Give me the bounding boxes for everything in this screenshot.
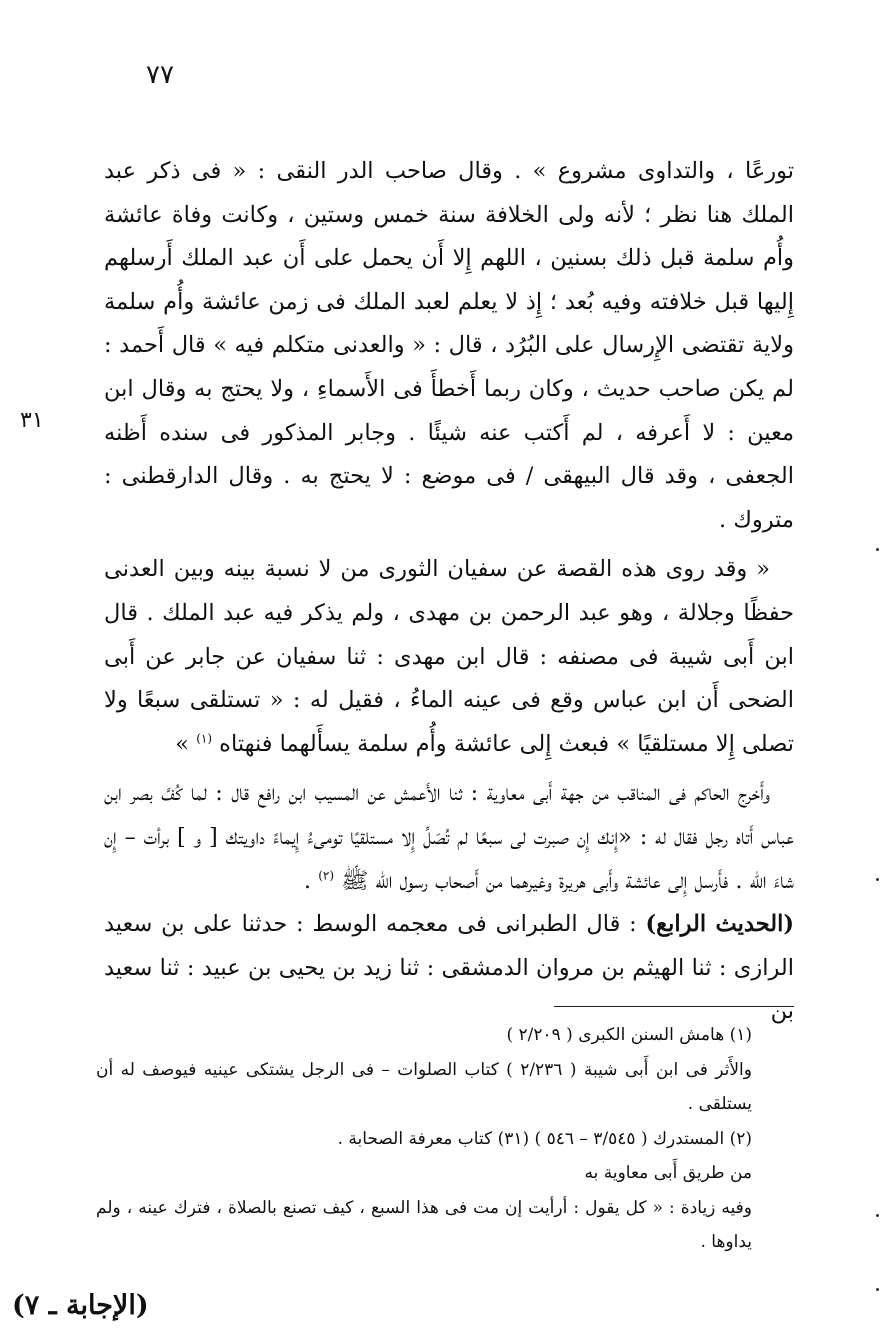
footnotes xyxy=(96,1018,752,1260)
period: . xyxy=(303,867,312,894)
section-heading: (الحديث الرابع) xyxy=(645,911,794,938)
margin-dot xyxy=(876,1288,879,1291)
footnote-ref: (٢) xyxy=(318,868,335,882)
footnote: (١) هامش السنن الكبرى ( ٢/٢٠٩ ) xyxy=(506,1025,752,1045)
paragraph-text: قال الطبرانى فى معجمه الوسط : حدثنا على بن سعيد الرازى : ثنا الهيثم بن مروان الدمشقى : ثنا زيد بن يحيى بن عبيد : ثنا سعيد بن xyxy=(104,911,794,1025)
margin-dot xyxy=(876,1214,879,1217)
margin-page-marker: ٣١ xyxy=(20,408,44,433)
footnote-ref: (١) xyxy=(196,731,213,746)
paragraph: تورعًا ، والتداوى مشروع » . وقال صاحب الدر النقى : « فى ذكر عبد الملك هنا نظر ؛ لأنه ولى الخلافة سنة خمس وستين ، وكانت وفاة عائشة وأُم سلمة قبل ذلك بسنين ، اللهم إِلا أَن يحمل على أَن عبد الملك أَرسلهم إِليها قبل خلافته وفيه بُعد ؛ إِذ لا يعلم لعبد الملك فى زمن عائشة وأُم سلمة ولاية تقتضى الإِرسال على البُرُد ، قال : « والعدنى متكلم فيه » قال أَحمد : لم يكن صاحب حديث ، وكان ربما أَخطأَ فى الأَسماءِ ، ولا يحتج به وقال ابن معين : لا أَعرفه ، لم أَكتب عنه شيئًا . وجابر المذكور فى سنده أَظنه الجعفى ، وقد قال البيهقى / فى موضع : لا يحتج به . وقال الدارقطنى : متروك . xyxy=(104,158,794,533)
footnote: وفيه زيادة : « كل يقول : أرأيت إن مت فى هذا السبع ، كيف تصنع بالصلاة ، فترك عينه ، ولم يداوها . xyxy=(96,1197,752,1252)
signature-mark: (الإجابة ـ ٧) xyxy=(12,1290,149,1321)
page-number: ٧٧ xyxy=(146,60,174,90)
margin-dot xyxy=(876,548,879,551)
footnote-divider xyxy=(554,1006,794,1007)
footnote: والأَثر فى ابن أَبى شيبة ( ٢/٢٣٦ ) كتاب الصلوات – فى الرجل يشتكى عينيه فيوصف له أن يستلقى . xyxy=(96,1059,752,1114)
paragraph xyxy=(104,548,794,766)
separator: : xyxy=(620,911,646,938)
closing-quote: » xyxy=(175,730,190,757)
paragraph-text: وأَخرج الحاكم فى المناقب من جهة أَبى معاوية : ثنا الأَعمش عن المسيب ابن رافع قال : لما كُفَّ بصر ابن عباس أَتاه رجل فقال له : «إِنك إِن صبرت لى سبعًا لم تُصَلِّ إِلا مستلقيًا تومىءُ إِيماءً داويتك [ و ] برأت – إِن شاءَ الله . فأَرسل إِلى عائشة وأَبى هريرة وغيرهما من أَصحاب رسول الله ﷺ xyxy=(104,780,794,894)
footnote: من طريق أَبى معاوية به xyxy=(584,1163,752,1183)
margin-dot xyxy=(876,878,879,881)
footnote: (٢) المستدرك ( ٣/٥٤٥ – ٥٤٦ ) (٣١) كتاب معرفة الصحابة . xyxy=(337,1128,752,1149)
paragraph xyxy=(104,903,794,1034)
main-text xyxy=(104,150,794,1034)
paragraph-text: « وقد روى هذه القصة عن سفيان الثورى من لا نسبة بينه وبين العدنى حفظًا وجلالة ، وهو عبد الرحمن بن مهدى ، ولم يذكر فيه عبد الملك . قال ابن أَبى شيبة فى مصنفه : قال ابن مهدى : ثنا سفيان عن جابر عن أَبى الضحى أَن ابن عباس وقع فى عينه الماءُ ، فقيل له : « تستلقى سبعًا ولا تصلى إِلا مستلقيًا » فبعث إِلى عائشة وأُم سلمة يسأَلهما فنهتاه xyxy=(104,556,794,757)
paragraph xyxy=(104,772,794,903)
